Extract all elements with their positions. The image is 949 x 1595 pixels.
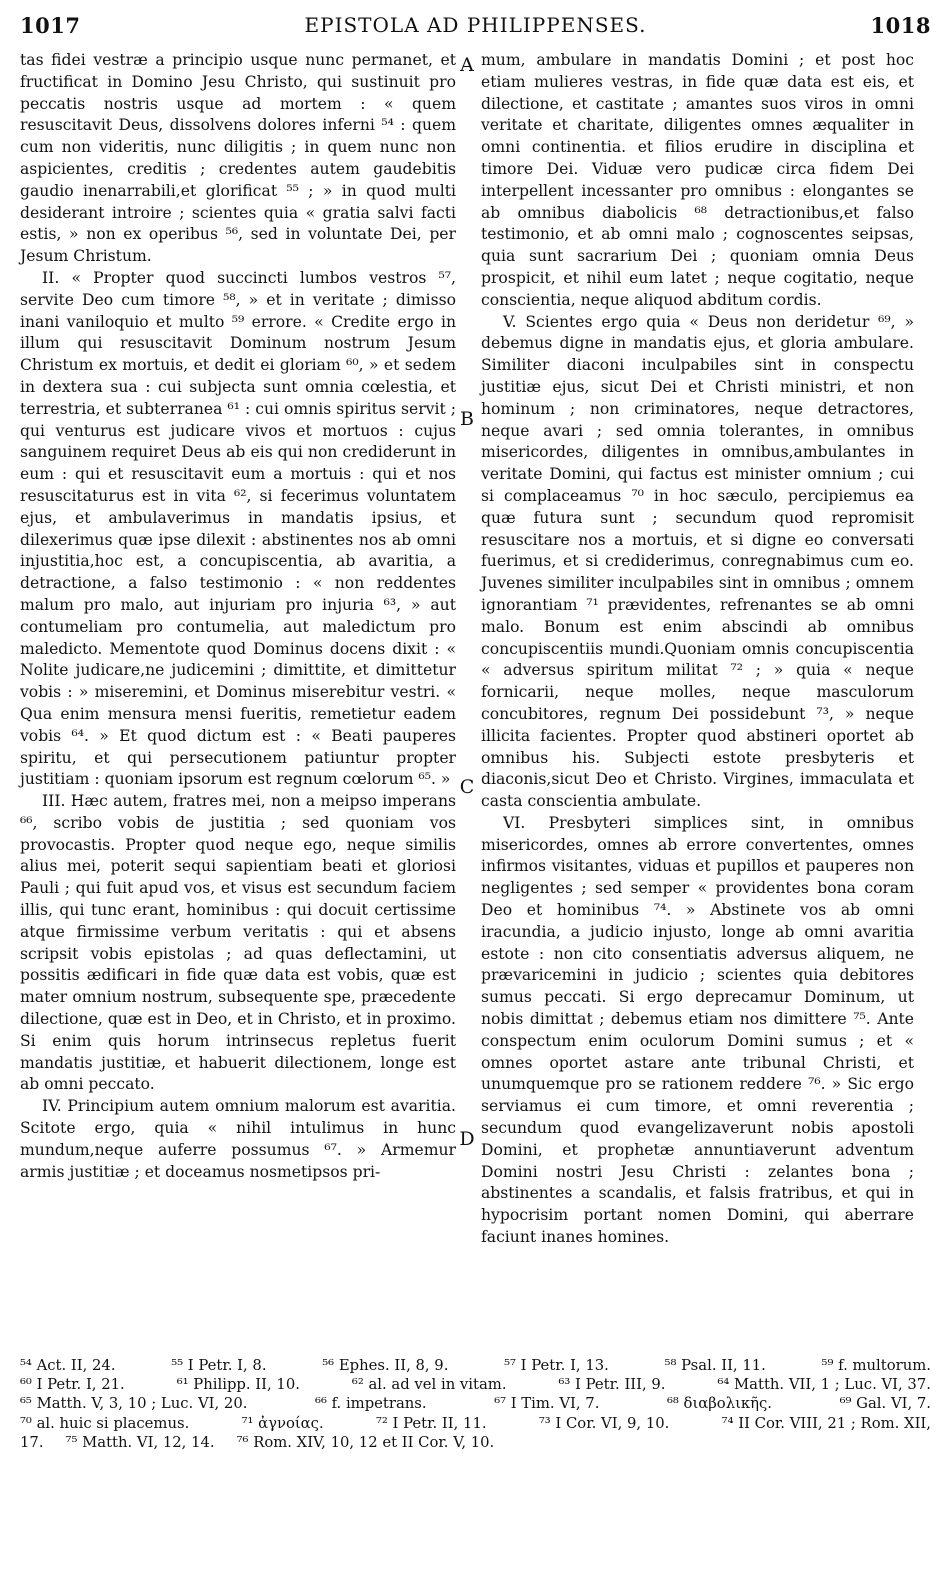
paragraph: mum, ambulare in mandatis Domini ; et post hoc etiam mulieres vestras, in fide quæ data est eis, et dilectione, et castitate ; amantes suos viros in omni veritate et charitate, diligentes omnes æqualiter in omni continentia. et filios erudire in disciplina et timore Dei. Viduæ vero pudicæ circa fidem Dei interpellent incessanter pro omnibus : elongantes se ab omnibus diabolicis ⁶⁸ detractionibus,et falso testimonio, et ab omni malo ; cognoscentes seipsas, quia sunt sacrarium Dei ; quoniam omnia Deus prospicit, et nihil eum latet ; neque cogitatio, neque conscientia, neque aliquod abditum cordis. (481, 51, 914, 309)
footnote: ⁶⁰ I Petr. I, 21. (20, 1376, 125, 1394)
footnote-line (20, 1375, 931, 1394)
footnote-line (20, 1356, 931, 1375)
footnote: ⁶⁴ Matth. VII, 1 ; Luc. VI, 37. (717, 1376, 931, 1394)
left-column (20, 50, 456, 1183)
footnote: ⁵⁹ f. multorum. (821, 1357, 931, 1374)
paragraph: tas fidei vestræ a principio usque nunc permanet, et fructificat in Domino Jesu Christo, qui sustinuit pro peccatis nostris usque ad mortem : « quem resuscitavit Deus, dissolvens dolores inferni ⁵⁴ : quem cum non videritis, nunc diligitis ; in quem nunc non aspicientes, creditis ; credentes autem gaudebitis gaudio inenarrabili,et glorificat ⁵⁵ ; » in quod multi desiderant introire ; scientes quia « gratia salvi facti estis, » non ex operibus ⁵⁶, sed in voluntate Dei, per Jesum Christum. (20, 51, 456, 266)
footnote-line (20, 1414, 931, 1433)
footnote: ⁵⁷ I Petr. I, 13. (504, 1357, 609, 1374)
footnote: 17. (20, 1433, 44, 1451)
footnote: ⁵⁴ Act. II, 24. (20, 1357, 116, 1374)
footnote: ⁶⁷ I Tim. VI, 7. (494, 1395, 600, 1413)
right-page-number: 1018 (870, 12, 931, 38)
page-header (20, 8, 931, 42)
left-page-number: 1017 (20, 12, 81, 38)
footnote: ⁶⁸ διαβολικῆς. (666, 1395, 773, 1413)
paragraph: IV. Principium autem omnium malorum est avaritia. Scitote ergo, quia « nihil intulimus in hunc mundum,neque auferre possumus ⁶⁷. » Armemur armis justitiæ ; et doceamus nosmetipsos pri- (20, 1097, 456, 1181)
footnote: ⁵⁵ I Petr. I, 8. (171, 1357, 267, 1374)
footnote: ⁷⁰ al. huic si placemus. (20, 1414, 190, 1432)
running-title: EPISTOLA AD PHILIPPENSES. (304, 13, 647, 37)
footnote: ⁷⁴ II Cor. VIII, 21 ; Rom. XII, (721, 1414, 931, 1432)
paragraph: V. Scientes ergo quia « Deus non deridetur ⁶⁹, » debemus digne in mandatis ejus, et gloria ambulare. Similiter diaconi inculpabiles sint in conspectu justitiæ ejus, sicut Dei et Christi ministri, et non hominum ; non criminatores, neque detractores, neque avari ; sed omnia tolerantes, in omnibus misericordes, diligentes in omnibus,ambulantes in veritate Domini, qui factus est minister omnium ; cui si complaceamus ⁷⁰ in hoc sæculo, percipiemus ea quæ futura sunt ; secundum quod repromisit resuscitare nos a mortuis, et si digne eo conversati fuerimus, et si crediderimus, conregnabimus cum eo. Juvenes similiter inculpabiles sint in omnibus ; omnem ignorantiam ⁷¹ prævidentes, refrenantes se ab omni malo. Bonum est enim abscindi ab omnibus concupiscentiis mundi.Quoniam omnis concupiscentia « adversus spiritum militat ⁷² ; » quia « neque fornicarii, neque molles, neque masculorum concubitores, regnum Dei possidebunt ⁷³, » neque illicita facientes. Propter quod abstineri oportet ab omnibus his. Subjecti estote presbyteris et diaconis,sicut Deo et Christo. Virgines, immaculata et casta conscientia ambulate. (481, 312, 914, 811)
footnote: ⁷⁶ Rom. XIV, 10, 12 et II Cor. V, 10. (236, 1433, 495, 1451)
footnote: ⁷⁵ Matth. VI, 12, 14. (65, 1433, 215, 1451)
footnote-line (20, 1394, 931, 1413)
footnotes (20, 1356, 931, 1452)
footnote: ⁶⁵ Matth. V, 3, 10 ; Luc. VI, 20. (20, 1395, 248, 1413)
footnote: ⁵⁸ Psal. II, 11. (664, 1357, 766, 1374)
footnote: ⁶⁹ Gal. VI, 7. (839, 1395, 931, 1413)
footnote: ⁷¹ ἀγνοίας. (241, 1414, 324, 1432)
margin-letter-d: D (459, 1128, 475, 1150)
paragraph: VI. Presbyteri simplices sint, in omnibus misericordes, omnes ab errore convertentes, omnes infirmos visitantes, viduas et pupillos et pauperes non negligentes ; sed semper « providentes bona coram Deo et hominibus ⁷⁴. » Abstinete vos ab omni iracundia, a judicio injusto, longe ab omni avaritia estote : non cito consentiatis adversus aliquem, ne prævaricemini in judicio ; scientes quia debitores sumus peccati. Si ergo deprecamur Dominum, ut nobis dimittat ; debemus etiam nos dimittere ⁷⁵. Ante conspectum enim oculorum Domini sumus ; et « omnes oportet astare ante tribunal Christi, et unumquemque pro se rationem reddere ⁷⁶. » Sic ergo serviamus ei cum timore, et omni reverentia ; secundum quod evangelizaverunt nobis apostoli Domini, et prophetæ annuntiaverunt adventum Domini nostri Jesu Christi : zelantes bona ; abstinentes a scandalis, et falsis fratribus, et qui in hypocrisim portant nomen Domini, qui aberrare faciunt inanes homines. (481, 813, 914, 1247)
footnote: ⁶³ I Petr. III, 9. (558, 1376, 666, 1394)
margin-letter-c: C (459, 776, 475, 798)
margin-letter-a: A (460, 54, 474, 76)
footnote: ⁷³ I Cor. VI, 9, 10. (538, 1414, 670, 1432)
margin-letter-b: B (460, 408, 474, 430)
footnote: ⁵⁶ Ephes. II, 8, 9. (322, 1357, 449, 1374)
footnote: ⁶² al. ad vel in vitam. (351, 1376, 507, 1394)
paragraph: II. « Propter quod succincti lumbos vestros ⁵⁷, servite Deo cum timore ⁵⁸, » et in veritate ; dimisso inani vaniloquio et multo ⁵⁹ errore. « Credite ergo in illum qui resuscitavit Dominum nostrum Jesum Christum ex mortuis, et dedit ei gloriam ⁶⁰, » et sedem in dextera sua : cui subjecta sunt omnia cœlestia, et terrestria, et subterranea ⁶¹ : cui omnis spiritus servit ; qui venturus est judicare vivos et mortuos : cujus sanguinem requiret Deus ab eis qui non crediderunt in eum : qui et resuscitavit eum a mortuis : qui et nos resuscitaturus est in vita ⁶², si fecerimus voluntatem ejus, et ambulaverimus in mandatis ipsius, et dilexerimus quæ ipse dilexit : abstinentes nos ab omni injustitia,hoc est, a concupiscentia, ab avaritia, a detractione, a falso testimonio : « non reddentes malum pro malo, aut injuriam pro injuria ⁶³, » aut contumeliam pro contumelia, aut maledictum pro maledicto. Mementote quod Dominus docens dixit : « Nolite judicare,ne judicemini ; dimittite, et dimittetur vobis : » miseremini, et Dominus miserebitur vestri. « Qua enim mensura mensi fueritis, remetietur eadem vobis ⁶⁴. » Et quod dictum est : « Beati pauperes spiritu, et qui persecutionem patiuntur propter justitiam : quoniam ipsorum est regnum cœlorum ⁶⁵. » (20, 268, 456, 789)
footnote: ⁶¹ Philipp. II, 10. (176, 1376, 300, 1394)
paragraph: III. Hæc autem, fratres mei, non a meipso imperans ⁶⁶, scribo vobis de justitia ; sed quoniam vos provocastis. Propter quod neque ego, neque similis alius mei, poterit sequi sapientiam beati et gloriosi Pauli ; qui fuit apud vos, et visus est secundum faciem illis, qui tunc erant, hominibus : qui docuit certissime atque firmissime verbum veritatis : qui et absens scripsit vobis epistolas ; ad quas deflectamini, ut possitis ædificari in fide quæ data est vobis, quæ est mater omnium nostrum, subsequente spe, præcedente dilectione, quæ est in Deo, et in Christo, et in proximo. Si enim quis horum intrinsecus repletus fuerit mandatis justitiæ, et habuerit dilectionem, longe est ab omni peccato. (20, 792, 456, 1094)
footnote: ⁶⁶ f. impetrans. (315, 1395, 427, 1413)
right-column (481, 50, 914, 1249)
footnote: ⁷² I Petr. II, 11. (375, 1414, 487, 1432)
footnote-line (20, 1433, 931, 1452)
